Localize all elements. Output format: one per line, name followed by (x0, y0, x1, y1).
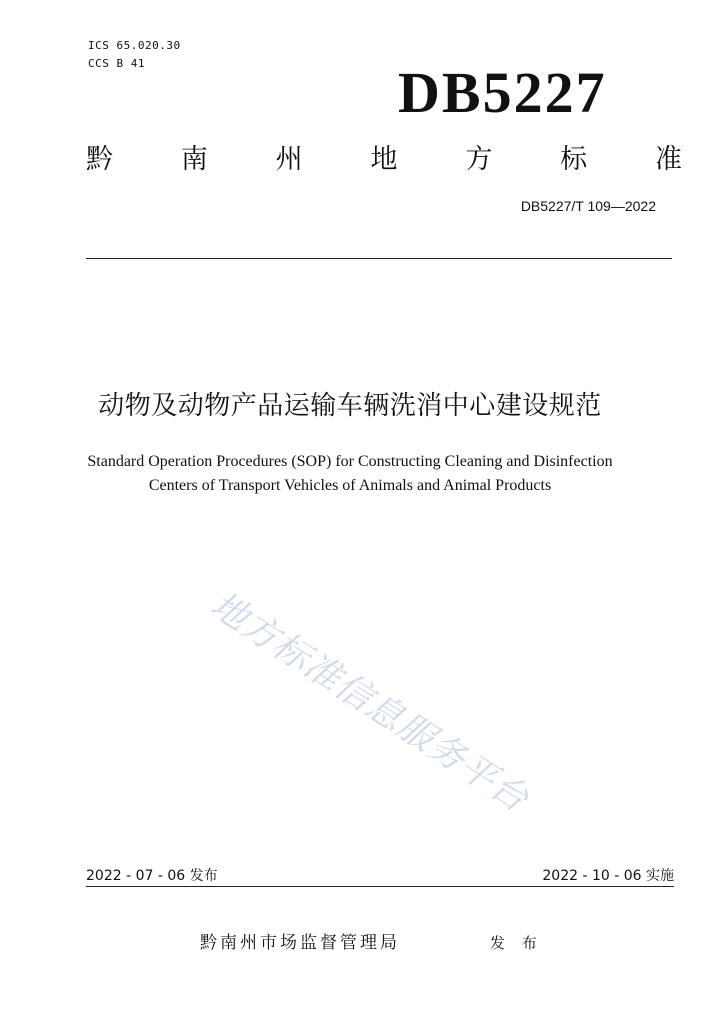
publish-label: 发 布 (490, 934, 543, 952)
footer-divider (86, 886, 674, 887)
standard-type-char: 黔 (86, 144, 113, 175)
standard-type-char: 南 (180, 144, 208, 175)
standard-type-char: 地 (370, 144, 398, 175)
title-english-line1: Standard Operation Procedures (SOP) for Constructing Cleaning and Disinfection (87, 453, 613, 470)
standard-type-char: 州 (275, 144, 303, 175)
watermark-text: 地方标准信息服务平台 (203, 584, 536, 821)
implement-date: 2022 - 10 - 06 实施 (542, 868, 674, 884)
db-standard-logo: DB5227 (398, 60, 607, 125)
standard-type-char: 准 (654, 144, 682, 175)
classification-codes (88, 37, 181, 73)
header-divider (86, 258, 672, 259)
standard-type-char: 方 (465, 144, 493, 175)
release-date: 2022 - 07 - 06 发布 (86, 868, 218, 884)
ccs-code: CCS B 41 (88, 57, 145, 70)
standard-number: DB5227/T 109—2022 (520, 198, 656, 214)
standard-type-char: 标 (560, 144, 588, 175)
title-english-line2: Centers of Transport Vehicles of Animals and Animal Products (148, 477, 552, 494)
issuing-authority: 黔南州市场监督管理局 (200, 933, 400, 953)
ics-code: ICS 65.020.30 (88, 39, 181, 52)
title-chinese: 动物及动物产品运输车辆洗消中心建设规范 (98, 391, 602, 421)
date-row (86, 866, 674, 886)
title-english (0, 450, 700, 498)
issuer-row (0, 930, 724, 958)
standard-type-heading (86, 140, 682, 180)
